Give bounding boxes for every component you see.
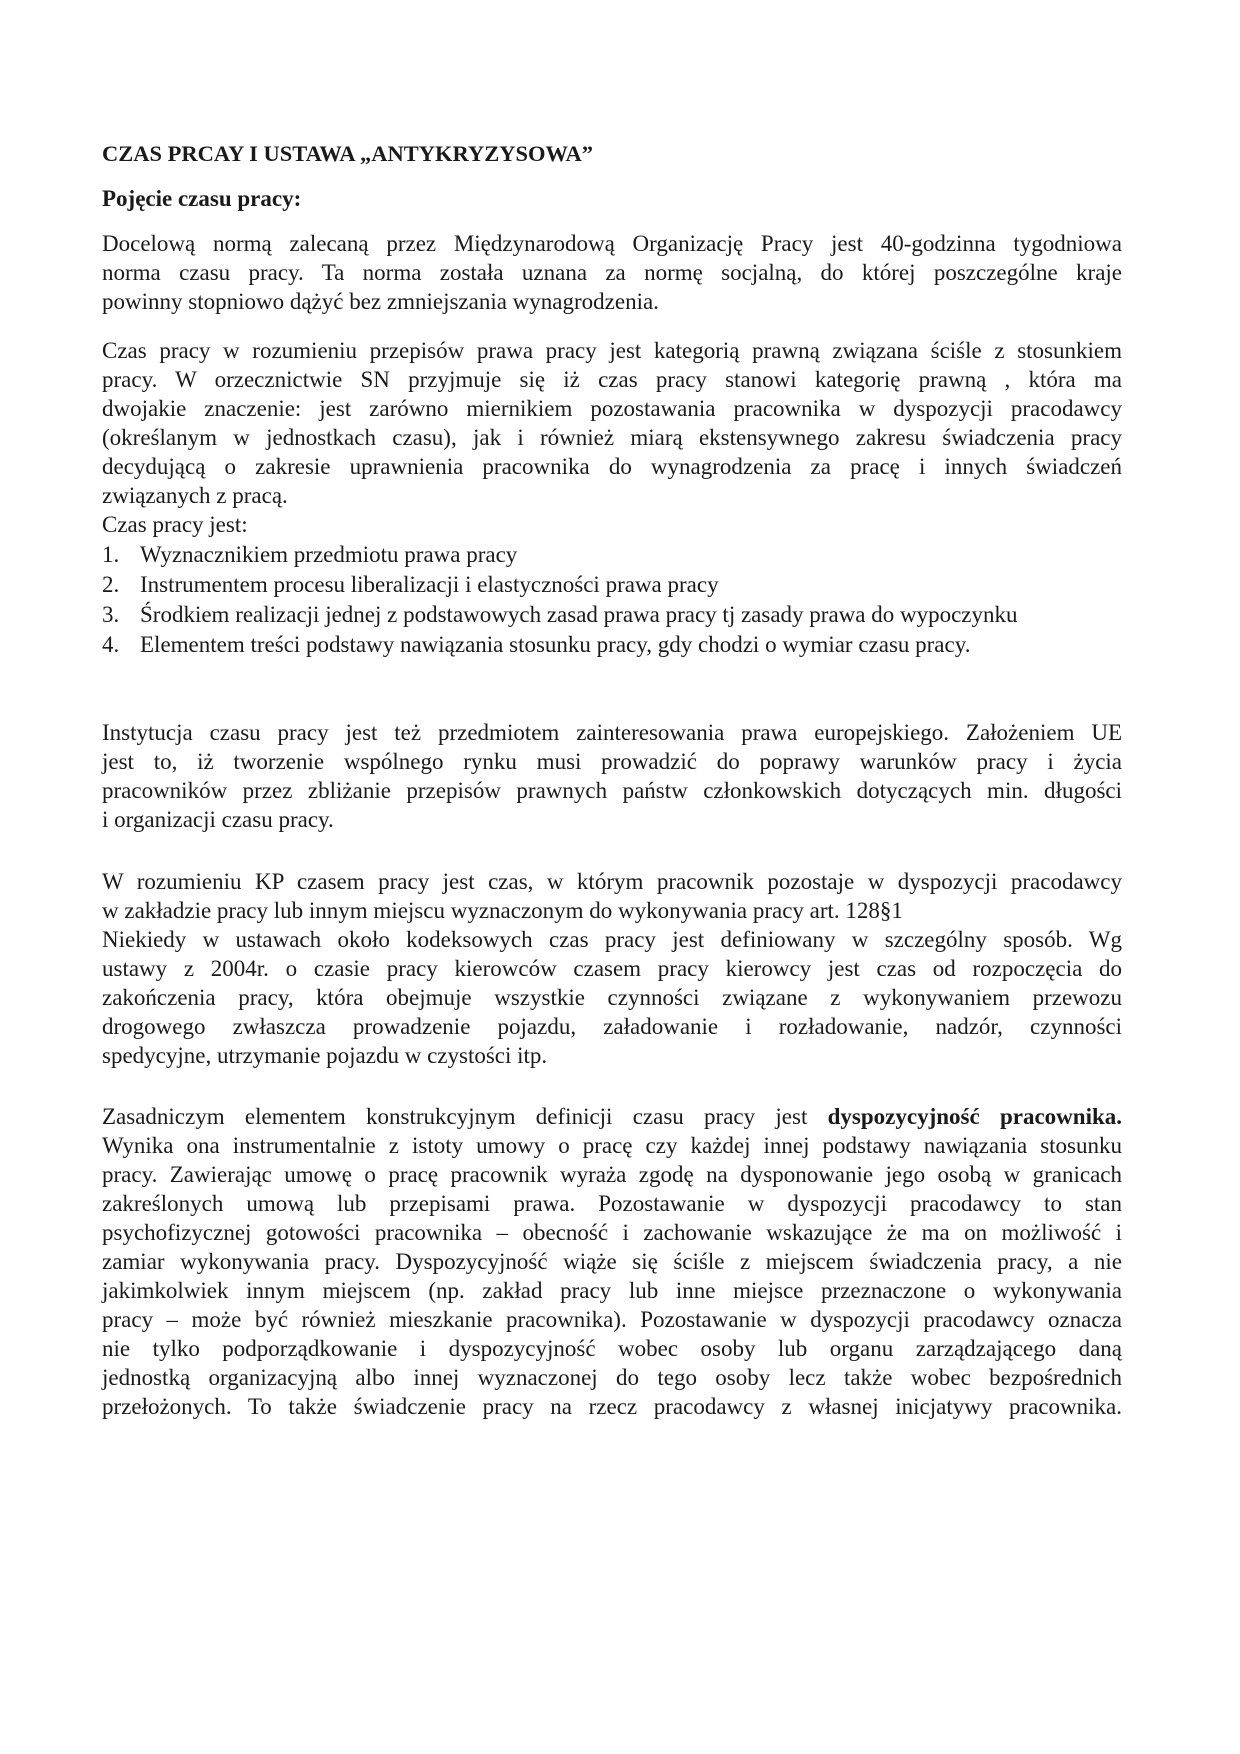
paragraph-5-line-11: przełożonych. To także świadczenie pracy na rzecz pracodawcy z własnej inicjatywy pracownika. [102,1394,1122,1419]
list-item [102,599,1018,631]
list-item-number: 2. [102,572,120,597]
paragraph-5-lead-text: Zasadniczym elementem konstrukcyjnym definicji czasu pracy jest [102,1104,808,1129]
paragraph-5-line-6: zamiar wykonywania pracy. Dyspozycyjność wiąże się ściśle z miejscem świadczenia pracy, a nie [102,1249,1122,1274]
list-item [102,539,517,571]
paragraph-5-line-5: psychofizycznej gotowości pracownika – obecność i zachowanie wskazujące że ma on możliwość i [102,1220,1122,1245]
paragraph-5-line-4: zakreślonych umową lub przepisami prawa. Pozostawanie w dyspozycji pracodawcy to stan [102,1191,1122,1216]
paragraph-2-line-4: (określanym w jednostkach czasu), jak i również miarą ekstensywnego zakresu świadczenia pracy [102,425,1122,450]
paragraph-2-line-6: związanych z pracą. [102,483,288,508]
paragraph-3-line-4: i organizacji czasu pracy. [102,807,334,832]
paragraph-5-line-2: Wynika ona instrumentalnie z istoty umowy o pracę czy każdej innej podstawy nawiązania stosunku [102,1133,1122,1158]
document-title: CZAS PRCAY I USTAWA „ANTYKRYZYSOWA” [102,141,593,166]
paragraph-5-line-9: nie tylko podporządkowanie i dyspozycyjność wobec osoby lub organu zarządzającego daną [102,1336,1122,1361]
paragraph-5-line-10: jednostką organizacyjną albo innej wyznaczonej do tego osoby lecz także wobec bezpośrednich [102,1365,1122,1390]
section-heading: Pojęcie czasu pracy: [102,186,302,211]
list-item-number: 1. [102,542,120,567]
paragraph-1-line-3: powinny stopniowo dążyć bez zmniejszania wynagrodzenia. [102,289,659,314]
paragraph-5-line-8: pracy – może być również mieszkanie pracownika). Pozostawanie w dyspozycji pracodawcy oznacza [102,1307,1122,1332]
paragraph-5-bold-term: dyspozycyjność pracownika. [827,1104,1122,1129]
paragraph-2-line-5: decydującą o zakresie uprawnienia pracownika do wynagrodzenia za pracę i innych świadczeń [102,454,1122,479]
paragraph-2-line-2: pracy. W orzecznictwie SN przyjmuje się iż czas pracy stanowi kategorię prawną , która ma [102,367,1122,392]
list-item-number: 4. [102,632,120,657]
paragraph-1-line-1: Docelową normą zalecaną przez Międzynarodową Organizację Pracy jest 40-godzinna tygodniowa [102,231,1122,256]
paragraph-4-line-6: drogowego zwłaszcza prowadzenie pojazdu, załadowanie i rozładowanie, nadzór, czynności [102,1014,1122,1039]
paragraph-5-line-1 [102,1101,1122,1133]
list-item [102,629,970,661]
paragraph-3-line-2: jest to, iż tworzenie wspólnego rynku musi prowadzić do poprawy warunków pracy i życia [102,749,1122,774]
paragraph-4-line-5: zakończenia pracy, która obejmuje wszystkie czynności związane z wykonywaniem przewozu [102,985,1122,1010]
paragraph-3-line-1: Instytucja czasu pracy jest też przedmiotem zainteresowania prawa europejskiego. Założeniem UE [102,720,1122,745]
paragraph-1-line-2: norma czasu pracy. Ta norma została uznana za normę socjalną, do której poszczególne kraje [102,260,1122,285]
paragraph-4-line-2: w zakładzie pracy lub innym miejscu wyznaczonym do wykonywania pracy art. 128§1 [102,898,903,923]
list-item [102,569,719,601]
list-item-text: Instrumentem procesu liberalizacji i elastyczności prawa pracy [140,572,719,597]
list-item-text: Elementem treści podstawy nawiązania stosunku pracy, gdy chodzi o wymiar czasu pracy. [140,632,971,657]
paragraph-4-line-7: spedycyjne, utrzymanie pojazdu w czystości itp. [102,1043,548,1068]
paragraph-4-line-1: W rozumieniu KP czasem pracy jest czas, w którym pracownik pozostaje w dyspozycji pracodawcy [102,869,1122,894]
list-item-text: Wyznacznikiem przedmiotu prawa pracy [140,542,518,567]
paragraph-5-line-7: jakimkolwiek innym miejscem (np. zakład pracy lub inne miejsce przeznaczone o wykonywania [102,1278,1122,1303]
paragraph-2-line-3: dwojakie znaczenie: jest zarówno miernikiem pozostawania pracownika w dyspozycji pracodawcy [102,396,1122,421]
list-item-number: 3. [102,602,120,627]
paragraph-2-line-7: Czas pracy jest: [102,512,248,537]
paragraph-4-line-3: Niekiedy w ustawach około kodeksowych czas pracy jest definiowany w szczególny sposób. Wg [102,927,1122,952]
paragraph-2-line-1: Czas pracy w rozumieniu przepisów prawa pracy jest kategorią prawną związana ściśle z stosunkiem [102,338,1122,363]
paragraph-3-line-3: pracowników przez zbliżanie przepisów prawnych państw członkowskich dotyczących min. długości [102,778,1122,803]
list-item-text: Środkiem realizacji jednej z podstawowych zasad prawa pracy tj zasady prawa do wypoczynku [140,602,1018,627]
paragraph-5-line-3: pracy. Zawierając umowę o pracę pracownik wyraża zgodę na dysponowanie jego osobą w granicach [102,1162,1122,1187]
paragraph-4-line-4: ustawy z 2004r. o czasie pracy kierowców czasem pracy kierowcy jest czas od rozpoczęcia do [102,956,1122,981]
